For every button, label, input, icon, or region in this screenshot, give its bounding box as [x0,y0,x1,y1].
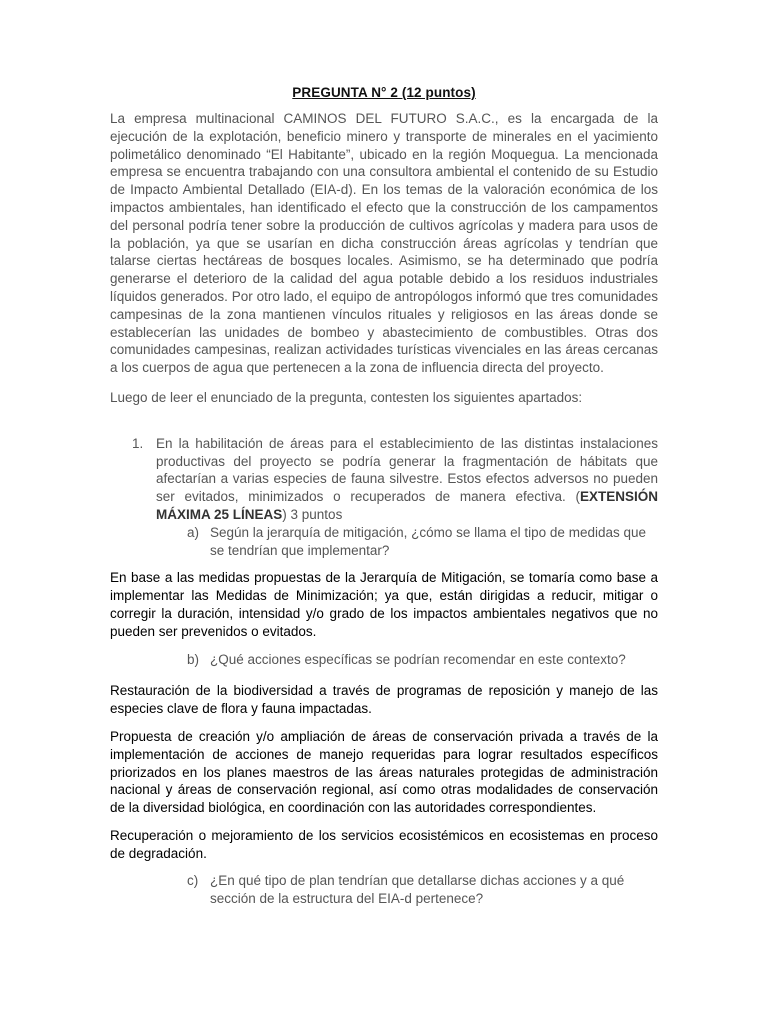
sub-b-letter: b) [187,651,200,667]
answer-b-paragraph: Recuperación o mejoramiento de los servicios ecosistémicos en ecosistemas en proceso de degradación. [110,827,658,861]
sub-b-text: ¿Qué acciones específicas se podrían recomendar en este contexto? [210,651,626,667]
case-statement: La empresa multinacional CAMINOS DEL FUTURO S.A.C., es la encargada de la ejecución de la explotación, beneficio minero y transporte de minerales en el yacimiento polimetálico denominado “El Habitante”, ubicado en la región Moquegua. La mencionada empresa se encuentra trabajando con una consultora ambiental el contenido de su Estudio de Impacto Ambiental Detallado (EIA-d). En los temas de la valoración económica de los impactos ambientales, han identificado el efecto que la construcción de los campamentos del personal podría tener sobre la producción de cultivos agrícolas y madera para usos de la población, ya que se usarían en dicha construcción áreas agrícolas y tendrían que talarse ciertas hectáreas de bosques locales. Asimismo, se ha determinado que podría generarse el deterioro de la calidad del agua potable debido a los residuos industriales líquidos generados. Por otro lado, el equipo de antropólogos informó que tres comunidades campesinas de la zona mantienen vínculos rituales y religiosos en las áreas donde se establecerían las unidades de bombeo y abastecimiento de combustibles. Otras dos comunidades campesinas, realizan actividades turísticas vivenciales en las áreas cercanas a los cuerpos de agua que pertenecen a la zona de influencia directa del proyecto. [110,111,658,376]
question-title: PREGUNTA N° 2 (12 puntos) [292,85,476,100]
answer-b-paragraph: Propuesta de creación y/o ampliación de áreas de conservación privada a través de la implementación de acciones de manejo requeridas para lograr resultados específicos priorizados en los planes maestros de las áreas naturales protegidas de administración nacional y áreas de conservación regional, así como otras modalidades de conservación de la diversidad biológica, en coordinación con las autoridades correspondientes. [110,728,658,816]
max-extension-note: EXTENSIÓN MÁXIMA 25 LÍNEAS [156,489,658,522]
answer-a: En base a las medidas propuestas de la Jerarquía de Mitigación, se tomaría como base a implementar las Medidas de Minimización; ya que, están dirigidas a reducir, mitigar o corregir la duración, intensidad y/o grado de los impactos ambientales negativos que no pueden ser prevenidos o evitados. [110,570,658,639]
instruction-text: Luego de leer el enunciado de la pregunta, contesten los siguientes apartados: [110,389,583,405]
answer-b-paragraph: Restauración de la biodiversidad a través de programas de reposición y manejo de las especies clave de flora y fauna impactadas. [110,683,658,717]
item-1-text [156,435,658,524]
item-number: 1. [132,435,144,451]
question-item-1 [132,435,658,524]
sub-c-text: ¿En qué tipo de plan tendrían que detallarse dichas acciones y a qué sección de la estructura del EIA-d pertenece? [210,873,625,907]
item-1-points: ) 3 puntos [282,506,343,522]
sub-question-b [187,651,658,669]
sub-question-c [187,872,658,908]
sub-a-letter: a) [187,524,200,540]
sub-question-a [187,524,658,560]
item-1-statement: En la habilitación de áreas para el establecimiento de las distintas instalaciones productivas del proyecto se podría generar la fragmentación de hábitats que afectarían a varias especies de fauna silvestre. Estos efectos adversos no pueden ser evitados, minimizados o recuperados de manera efectiva. ( [156,435,658,505]
sub-c-letter: c) [187,873,199,889]
sub-a-text: Según la jerarquía de mitigación, ¿cómo se llama el tipo de medidas que se tendrían que implementar? [210,524,646,558]
